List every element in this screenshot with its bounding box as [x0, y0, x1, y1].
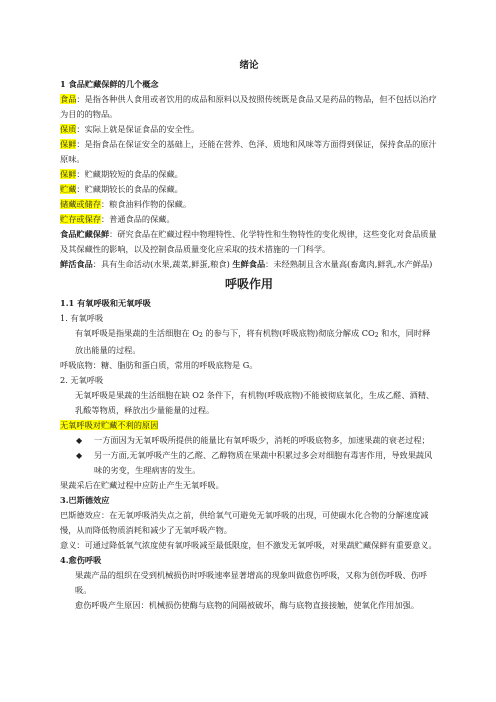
def-quality: [60, 122, 438, 137]
def-text: ：贮藏期较长的食品的保藏。: [76, 184, 183, 194]
section-title-respiration: 呼吸作用: [224, 277, 273, 291]
text-fragment: 的参与下，将有机物(呼吸底物)彻底分解成 CO: [202, 328, 375, 338]
def-food: [60, 92, 438, 122]
subheading-anaerobic: 2. 无氧呼吸: [60, 375, 104, 385]
subscript: 2: [374, 332, 379, 339]
term-highlight: 贮藏: [60, 184, 77, 194]
def-text: ：粮食油料作物的保藏。: [100, 199, 192, 209]
heading-wound-respiration: 4.愈伤呼吸: [60, 555, 102, 565]
def-text: ：是指食品在保证安全的基础上，还能在营养、色泽、质地和风味等方面得到保证，保持食品的原汁原味。: [60, 139, 437, 164]
diamond-bullet-icon: ◆: [76, 436, 83, 445]
document-page: [60, 58, 438, 613]
text-fragment: 和水，同时释放出能量的过程。: [75, 328, 431, 355]
term-highlight: 贮存或保存: [60, 214, 101, 224]
term-highlight: 保鲜: [60, 169, 77, 179]
bullet-item: [60, 433, 438, 448]
section-title-intro: 绪论: [239, 60, 259, 71]
def-text: ：普通食品的保藏。: [100, 214, 175, 224]
def-text: ：研究食品在贮藏过程中物理特性、化学特性和生物特性的变化规律，这些变化对食品质量及其保藏性的影响，以及控制食品质量变化应采取的技术措施的一门科学。: [60, 229, 437, 254]
term-highlight: 储藏或储存: [60, 199, 101, 209]
bullet-item: [60, 448, 438, 478]
def-text: ：具有生命活动(水果,蔬菜,鲜蛋,粮食): [92, 259, 233, 269]
def-fresh-foods: [60, 257, 438, 272]
text-fragment: 有氧呼吸是指果蔬的生活细胞在 O: [75, 328, 199, 338]
def-text: ：贮藏期较短的食品的保藏。: [76, 169, 183, 179]
para-wound-cause: 愈伤呼吸产生原因：机械损伤使酶与底物的间隔被破坏，酶与底物直接接触，使氧化作用加强。: [75, 600, 419, 610]
term-bold: 生鲜食品: [232, 259, 266, 269]
def-text: ：未经熟制且含水量高(畜禽肉,鲜乳,水产鲜品): [265, 259, 433, 269]
def-grain-storage: [60, 197, 438, 212]
para-substrate: 呼吸底物：糖、脂肪和蛋白质，常用的呼吸底物是 G。: [60, 360, 258, 370]
heading-1-1: 1.1 有氧呼吸和无氧呼吸: [60, 298, 151, 308]
term-highlight: 食品: [60, 94, 77, 104]
subheading-aerobic: 1. 有氧呼吸: [60, 313, 104, 323]
heading-pasteur: 3.巴斯德效应: [60, 495, 110, 505]
def-long-storage: [60, 182, 438, 197]
def-food-preservation: [60, 227, 438, 257]
highlight-reason: [60, 418, 438, 433]
bullet-text: 一方面因为无氧呼吸所提供的能量比有氧呼吸少，消耗的呼吸底物多，加速果蔬的衰老过程；: [94, 435, 430, 445]
def-general-storage: [60, 212, 438, 227]
para-wound-respiration: 果蔬产品的组织在受到机械损伤时呼吸速率显著增高的现象叫做愈伤呼吸，又称为创伤呼吸、伤呼吸。: [75, 570, 428, 595]
para-prevent: 果蔬采后在贮藏过程中应防止产生无氧呼吸。: [60, 480, 224, 490]
term-bold: 食品贮藏保鲜: [60, 229, 110, 239]
term-bold: 鲜活食品: [60, 259, 93, 269]
reason-highlight: 无氧呼吸对贮藏不利的原因: [60, 420, 159, 430]
para-significance: 意义：可通过降低氧气浓度使有氧呼吸减至最低限度，但不激发无氧呼吸，对果蔬贮藏保鲜有重要意义。: [60, 540, 437, 550]
def-text: ：是指各种供人食用或者饮用的成品和原料以及按照传统既是食品又是药品的物品，但不包括以治疗为目的的物品。: [60, 94, 437, 119]
term-highlight: 保质: [60, 124, 77, 134]
subscript: 2: [198, 332, 203, 339]
para-aerobic: [60, 326, 438, 358]
def-short-storage: [60, 167, 438, 182]
heading-concepts: 1 食品贮藏保鲜的几个概念: [60, 79, 159, 89]
def-text: ：实际上就是保证食品的安全性。: [76, 124, 200, 134]
def-freshness: [60, 137, 438, 167]
term-highlight: 保鲜: [60, 139, 77, 149]
para-pasteur: 巴斯德效应：在无氧呼吸消失点之前，供给氧气可避免无氧呼吸的出现，可使碳水化合物的分解速度减慢，从而降低物质消耗和减少了无氧呼吸产物。: [60, 510, 429, 535]
diamond-bullet-icon: ◆: [76, 451, 83, 460]
para-anaerobic: 无氧呼吸是果蔬的生活细胞在缺 O2 条件下，有机物(呼吸底物)不能被彻底氧化，生成乙醛、酒精、乳酸等物质，释放出少量能量的过程。: [75, 390, 435, 415]
bullet-text: 另一方面,无氧呼吸产生的乙醛、乙醇物质在果蔬中积累过多会对细胞有毒害作用，导致果蔬风味的劣变，生理病害的发生。: [94, 450, 433, 475]
